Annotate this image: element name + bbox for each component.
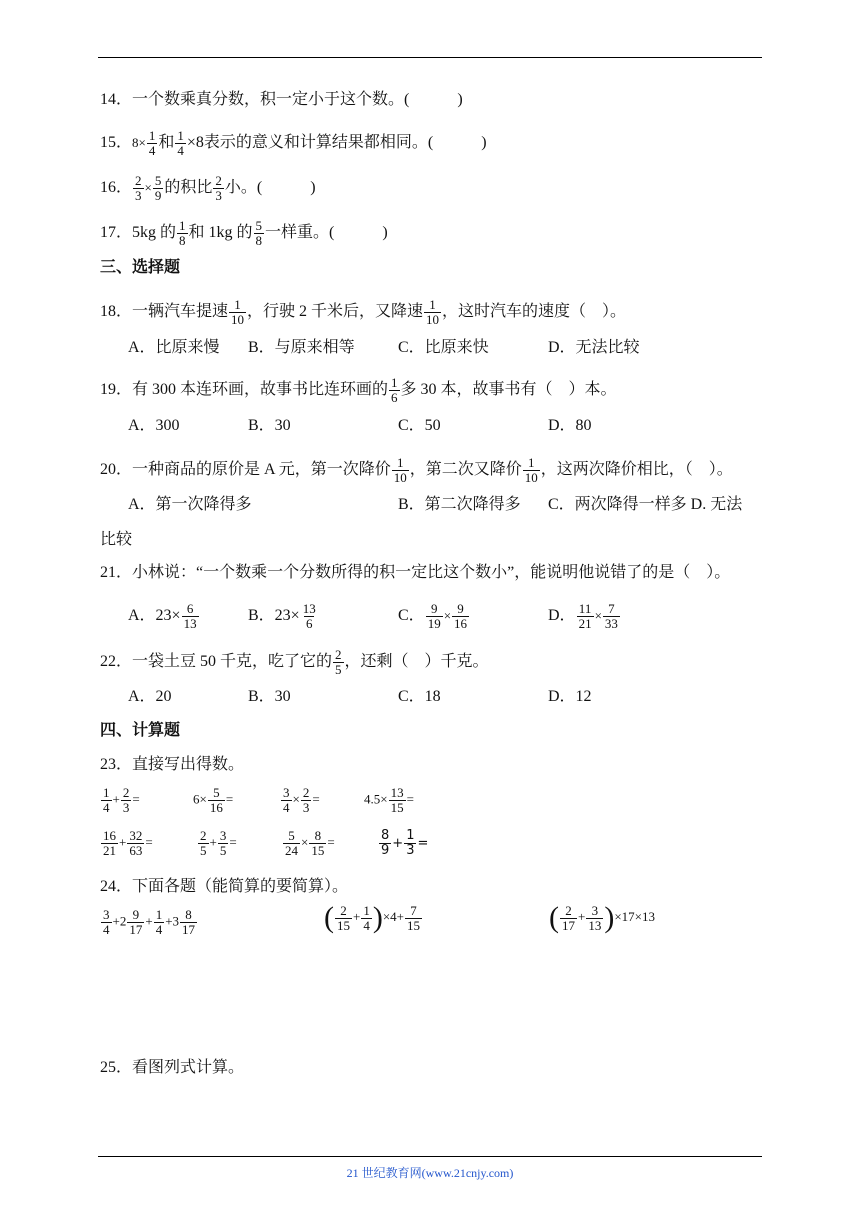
question-24: 24．下面各题（能简算的要简算）。: [100, 878, 349, 895]
fraction: $\frac{5}{8}$: [255, 218, 263, 248]
option-d: D． $\frac{11}{21}$ × $\frac{7}{33}$: [548, 601, 618, 631]
fraction: $\frac{1}{10}$: [524, 455, 538, 485]
fraction: $\frac{9}{16}$: [454, 601, 468, 631]
option-b: B．30: [248, 417, 291, 434]
fraction: $\frac{6}{13}$: [183, 601, 197, 631]
option-b: B．与原来相等: [248, 339, 355, 356]
option-b: B．第二次降得多: [398, 496, 521, 513]
option-a: A．20: [128, 688, 172, 705]
fraction: $\frac{1}{10}$: [393, 455, 407, 485]
option-d: D．无法比较: [548, 339, 640, 356]
question-19: 19．有 300 本连环画，故事书比连环画的 $\frac{1}{6}$ 多 30 本，故事书有（ ）本。: [100, 375, 617, 405]
question-16: 16． $\frac{2}{3}$ × $\frac{5}{9}$ 的积比 $\frac{2}{3}$ 小。( ): [100, 173, 316, 203]
fraction: $\frac{1}{10}$: [426, 297, 440, 327]
option-c: C． $\frac{9}{19}$ × $\frac{9}{16}$: [398, 601, 468, 631]
fraction: $\frac{1}{10}$: [231, 297, 245, 327]
fraction: $\frac{9}{19}$: [427, 601, 441, 631]
fraction: $\frac{5}{9}$: [154, 173, 162, 203]
fraction: $\frac{2}{3}$: [135, 173, 142, 203]
expression: 6× $\frac{5}{16}$ =: [193, 785, 234, 815]
question-18: 18．一辆汽车提速 $\frac{1}{10}$ ，行驶 2 千米后，又降速 $\frac{1}{10}$ ，这时汽车的速度（ ）。: [100, 297, 627, 327]
expression: $\frac{3}{4}$ +2 $\frac{9}{17}$ + $\frac{1}{4}$ +3 $\frac{8}{17}$: [103, 907, 196, 937]
question-14: 14．一个数乘真分数，积一定小于这个数。( ): [100, 91, 463, 108]
question-23: 23．直接写出得数。: [100, 756, 245, 773]
footer-rule: [98, 1156, 762, 1157]
question-20: 20．一种商品的原价是 A 元，第一次降价 $\frac{1}{10}$ ，第二次又降价 $\frac{1}{10}$ ，这两次降价相比，（ ）。: [100, 455, 733, 485]
option-b: B．30: [248, 688, 291, 705]
question-22: 22．一袋土豆 50 千克，吃了它的 $\frac{2}{5}$ ，还剩（ ）千克。: [100, 647, 489, 677]
expression: $\frac{5}{24}$ × $\frac{8}{15}$ =: [285, 828, 335, 858]
fraction: $\frac{11}{21}$: [578, 601, 592, 631]
footer-link[interactable]: 21 世纪教育网(www.21cnjy.com): [346, 1166, 514, 1180]
expression: $\frac{1}{4}$ + $\frac{2}{3}$ =: [103, 785, 140, 815]
expression: ( $\frac{2}{15}$ + $\frac{1}{4}$ )×4+ $\frac{7}{15}$: [324, 901, 421, 934]
option-a: A．23× $\frac{6}{13}$: [128, 601, 197, 631]
section-heading: 四、计算题: [100, 722, 181, 739]
option-d: D．12: [548, 688, 592, 705]
option-a: A．第一次降得多: [128, 496, 252, 513]
expression: 4.5× $\frac{13}{15}$ =: [364, 785, 414, 815]
question-25: 25．看图列式计算。: [100, 1059, 245, 1076]
question-17: 17．5kg 的 $\frac{1}{8}$ 和 1kg 的 $\frac{5}{8}$ 一样重。( ): [100, 218, 388, 248]
fraction: $\frac{2}{5}$: [335, 647, 342, 677]
question-21: 21．小林说：“一个数乘一个分数所得的积一定比这个数小”，能说明他说错了的是（ ）。: [100, 564, 731, 581]
expression: $\frac{16}{21}$ + $\frac{32}{63}$ =: [103, 828, 153, 858]
option-b: B．23× $\frac{13}{6}$: [248, 601, 316, 631]
expression: ( $\frac{2}{17}$ + $\frac{3}{13}$ )×17×13: [549, 901, 656, 934]
expression: $\frac{8}{9}$ + $\frac{1}{3}$ =: [381, 828, 429, 858]
fraction: $\frac{1}{8}$: [179, 218, 186, 248]
fraction: $\frac{1}{4}$: [148, 128, 156, 158]
fraction: $\frac{13}{6}$: [302, 601, 316, 631]
option-c: C．50: [398, 417, 441, 434]
fraction: $\frac{7}{33}$: [604, 601, 618, 631]
option-c: C．比原来快: [398, 339, 489, 356]
option-a: A．300: [128, 417, 180, 434]
question-15: 15．8× $\frac{1}{4}$ 和 $\frac{1}{4}$ ×8表示的意义和计算结果都相同。( ): [100, 128, 487, 158]
option-c: C．18: [398, 688, 441, 705]
fraction: $\frac{1}{4}$: [177, 128, 184, 158]
expression: $\frac{2}{5}$ + $\frac{3}{5}$ =: [200, 828, 237, 858]
fraction: $\frac{1}{6}$: [391, 375, 398, 405]
expression: $\frac{3}{4}$ × $\frac{2}{3}$ =: [283, 785, 320, 815]
section-heading: 三、选择题: [100, 259, 181, 276]
header-rule: [98, 57, 762, 58]
fraction: $\frac{2}{3}$: [215, 173, 222, 203]
option-a: A．比原来慢: [128, 339, 220, 356]
option-c: C．两次降得一样多 D. 无法: [548, 496, 743, 513]
option-d-continued: 比较: [100, 531, 133, 548]
option-d: D．80: [548, 417, 592, 434]
